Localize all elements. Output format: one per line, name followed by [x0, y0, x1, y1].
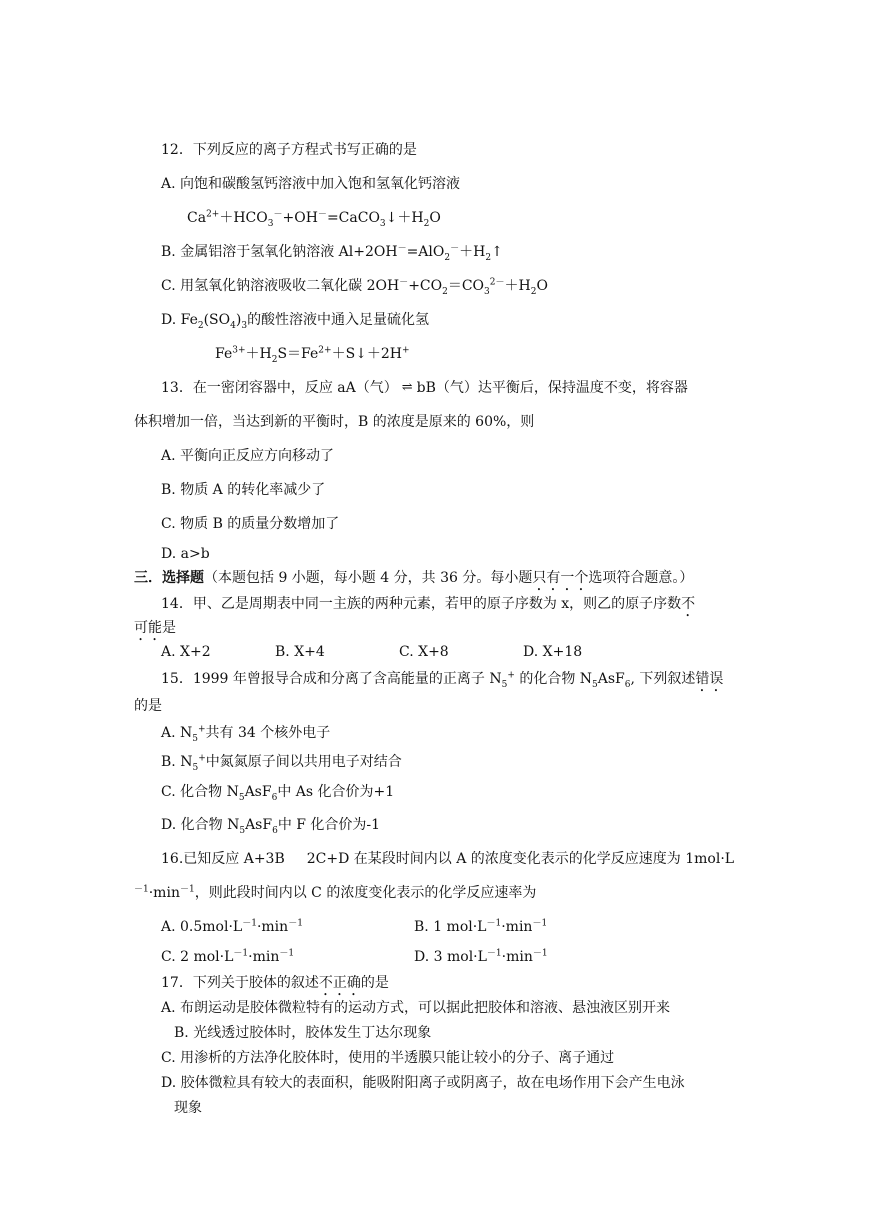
q14-option-b: B. X+4 [275, 644, 325, 660]
q17-option-a: A. 布朗运动是胶体微粒特有的运动方式，可以据此把胶体和溶液、悬浊液区别开来 [161, 1000, 671, 1016]
q12-stem: 12．下列反应的离子方程式书写正确的是 [161, 142, 417, 158]
q15-stem-line1: 15．1999 年曾报导合成和分离了含高能量的正离子 $N_5^+$ 的化合物 $N_5AsF_6$, 下列叙述错误 [161, 670, 724, 690]
q14-option-a: A. X+2 [161, 644, 211, 660]
q13-stem-line1: 13．在一密闭容器中，反应 aA（气） ⇌ bB（气）达平衡后，保持温度不变，将容器 [161, 380, 688, 396]
q12-option-a-equation: $Ca^{2+}+HCO_3^-+OH^-=CaCO_3↓+H_2O$ [187, 209, 441, 229]
q15-stem-line2: 的是 [134, 698, 162, 714]
equilibrium-arrow-icon: ⇌ [401, 380, 413, 395]
q15-option-a: A. $N_5^+$共有 34 个核外电子 [161, 724, 331, 744]
q16-option-d: D. 3 $mol\cdot L^{-1}\cdot\min^{-1}$ [414, 948, 548, 965]
q12-option-d: D. $Fe_2(SO_4)_3$的酸性溶液中通入足量硫化氢 [161, 312, 430, 331]
q13-option-a: A. 平衡向正反应方向移动了 [161, 448, 335, 464]
q17-option-d-line1: D. 胶体微粒具有较大的表面积，能吸附阳离子或阴离子，故在电场作用下会产生电泳 [161, 1075, 685, 1091]
q13-option-d: D. a>b [161, 546, 210, 562]
q12-option-a: A. 向饱和碳酸氢钙溶液中加入饱和氢氧化钙溶液 [161, 176, 461, 192]
q16-option-c: C. 2 $mol\cdot L^{-1}\cdot\min^{-1}$ [161, 948, 295, 965]
q17-option-b: B. 光线透过胶体时，胶体发生丁达尔现象 [174, 1025, 432, 1041]
q16-stem-line1: 16.已知反应 A+3B 2C+D 在某段时间内以 A 的浓度变化表示的化学反应速度为 1mol·L [161, 851, 735, 867]
q14-option-d: D. X+18 [523, 644, 583, 660]
q15-option-b: B. $N_5^+$中氮氮原子间以共用电子对结合 [161, 753, 402, 773]
q15-option-d: D. 化合物 $N_5AsF_6$中 F 化合价为-1 [161, 817, 381, 836]
q12-option-c: C. 用氢氧化钠溶液吸收二氧化碳 $2OH^-+CO_2=CO_3^{2-}+H_2O$ [161, 277, 548, 297]
q16-option-b: B. 1 $mol\cdot L^{-1}\cdot\min^{-1}$ [414, 918, 548, 935]
q16-stem-line2: $^{-1}\cdot\min^{-1}$，则此段时间内以 C 的浓度变化表示的化学反应速率为 [134, 884, 537, 901]
q14-option-c: C. X+8 [399, 644, 449, 660]
q13-option-b: B. 物质 A 的转化率减少了 [161, 482, 326, 498]
q14-stem-line1: 14．甲、乙是周期表中同一主族的两种元素，若甲的原子序数为 x，则乙的原子序数不 [161, 596, 696, 612]
q13-option-c: C. 物质 B 的质量分数增加了 [161, 516, 340, 532]
q12-option-d-equation: $Fe^{3+}+H_2S=Fe^{2+}+S↓+2H^+$ [215, 345, 410, 365]
q17-option-d-line2: 现象 [174, 1100, 202, 1116]
q13-stem-line2: 体积增加一倍，当达到新的平衡时，B 的浓度是原来的 60%，则 [134, 414, 535, 430]
q16-option-a: A. $0.5mol\cdot L^{-1}\cdot\min^{-1}$ [161, 918, 303, 935]
q14-stem-line2: 可能是 [134, 620, 176, 636]
q12-option-b: B. 金属铝溶于氢氧化钠溶液 $Al+2OH^-=AlO_2^-+H_2↑$ [161, 243, 503, 263]
q17-option-c: C. 用渗析的方法净化胶体时，使用的半透膜只能让较小的分子、离子通过 [161, 1050, 615, 1066]
q17-stem: 17．下列关于胶体的叙述不正确的是 [161, 975, 389, 991]
section-3-header: 三．选择题（本题包括 9 小题，每小题 4 分，共 36 分。每小题只有一个选项符合题意。） [134, 570, 694, 586]
q15-option-c: C. 化合物 $N_5AsF_6$中 As 化合价为+1 [161, 784, 395, 803]
